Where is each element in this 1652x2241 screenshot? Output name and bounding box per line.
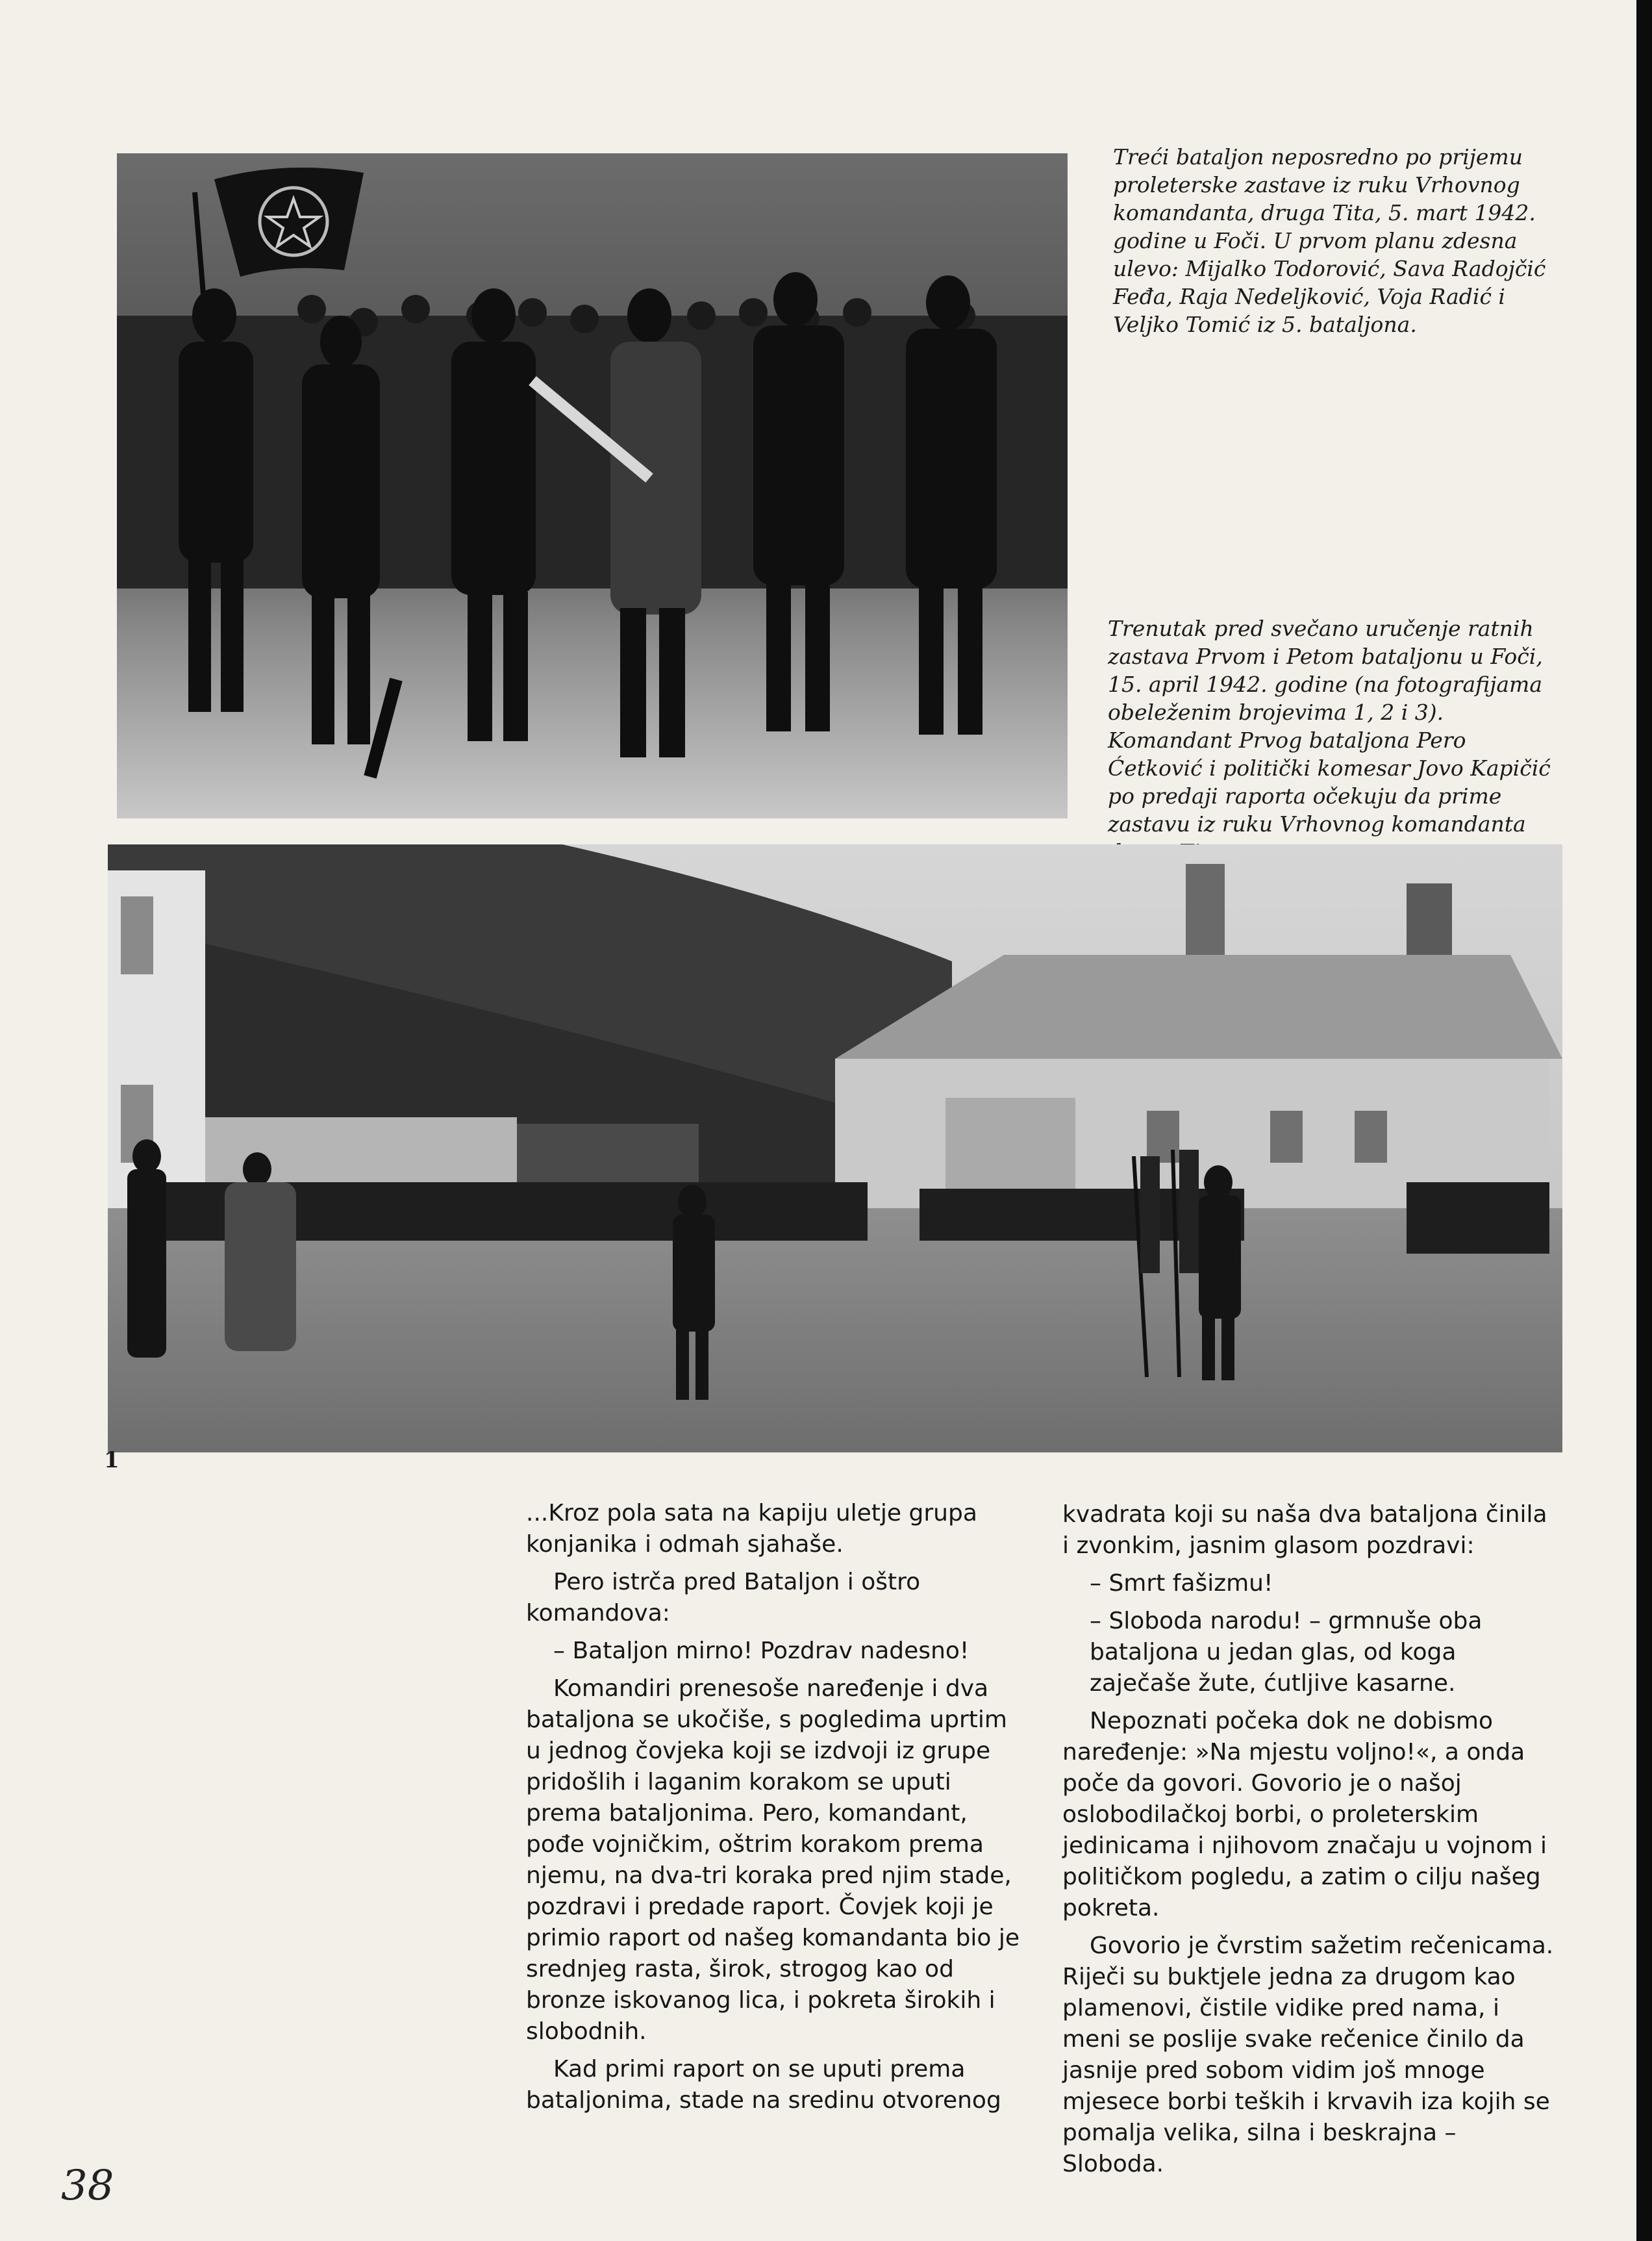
text-column-right: [1062, 1499, 1560, 2186]
paragraph: Komandiri prenesoše naređenje i dva bataljona se ukočiše, s pogledima uprtim u jednog čovjeka koji se izdvoji iz grupe pridošlih i laganim korakom se uputi prema bataljonima. Pero, komandant, pođe vojničkim, oštrim korakom prema njemu, na dva-tri koraka pred njim stade, pozdravi i predade raport. Čovjek koji je primio raport od našeg komandanta bio je srednjeg rasta, širok, strogog kao od bronze iskovanog lica, i pokreta širokih i slobodnih.: [526, 1675, 1020, 2045]
paragraph: Kad primi raport on se uputi prema bataljonima, stade na sredinu otvorenog: [526, 2056, 1001, 2114]
page-number: 38: [61, 2162, 114, 2210]
paragraph: – Smrt fašizmu!: [1090, 1570, 1273, 1597]
paragraph: – Sloboda narodu! – grmnuše oba bataljona u jedan glas, od koga zaječaše žute, ćutljive kasarne.: [1090, 1608, 1483, 1697]
paragraph: Govorio je čvrstim sažetim rečenicama. Riječi su buktjele jedna za drugom kao plamenovi, čistile vidike pred nama, i meni se poslije svake rečenice činilo da jasnije pred sobom vidim još mnoge mjesece borbi teških i krvavih iza kojih se pomalja velika, silna i beskrajna – Sloboda.: [1062, 1932, 1554, 2177]
paragraph: Nepoznati počeka dok ne dobismo naređenje: »Na mjestu voljno!«, a onda poče da govori. Govorio je o našoj oslobodilačkoj borbi, o proleterskim jedinicama i njihovom značaju u vojnom i političkom pogledu, a zatim o cilju našeg pokreta.: [1062, 1708, 1547, 1921]
scan-edge: [1636, 0, 1652, 2241]
caption-bottom: Trenutak pred svečano uručenje ratnih zastava Prvom i Petom bataljonu u Foči, 15. april 1942. godine (na fotografijama obeleženim brojevima 1, 2 i 3). Komandant Prvog bataljona Pero Ćetković i politički komesar Jovo Kapičić po predaji raporta očekuju da prime zastavu iz ruku Vrhovnog komandanta: [1108, 616, 1551, 837]
text-column-left: [526, 1498, 1026, 2123]
photo-courtyard: [108, 844, 1562, 1452]
photo-number: 1: [104, 1447, 119, 1473]
photo-courtyard-image: [108, 844, 1562, 1452]
paragraph: Pero istrča pred Bataljon i oštro komandova:: [526, 1569, 921, 1627]
paragraph: ...Kroz pola sata na kapiju uletje grupa konjanika i odmah sjahaše.: [526, 1500, 977, 1558]
caption-top: Treći bataljon neposredno po prijemu proleterske zastave iz ruku Vrhovnog komandanta, druga Tita, 5. mart 1942. godine u Foči. U prvom planu zdesna ulevo: Mijalko Todorović, Sava Radojčić Feđa, Raja Nedeljković, Voja Radić i Veljko Tomić iz 5. bataljona.: [1113, 144, 1546, 337]
paragraph: – Bataljon mirno! Pozdrav nadesno!: [553, 1638, 970, 1664]
paragraph: kvadrata koji su naša dva bataljona činila i zvonkim, jasnim glasom pozdravi:: [1062, 1501, 1547, 1559]
photo-flag-ceremony-image: [117, 153, 1068, 818]
photo-flag-ceremony: [117, 153, 1068, 818]
